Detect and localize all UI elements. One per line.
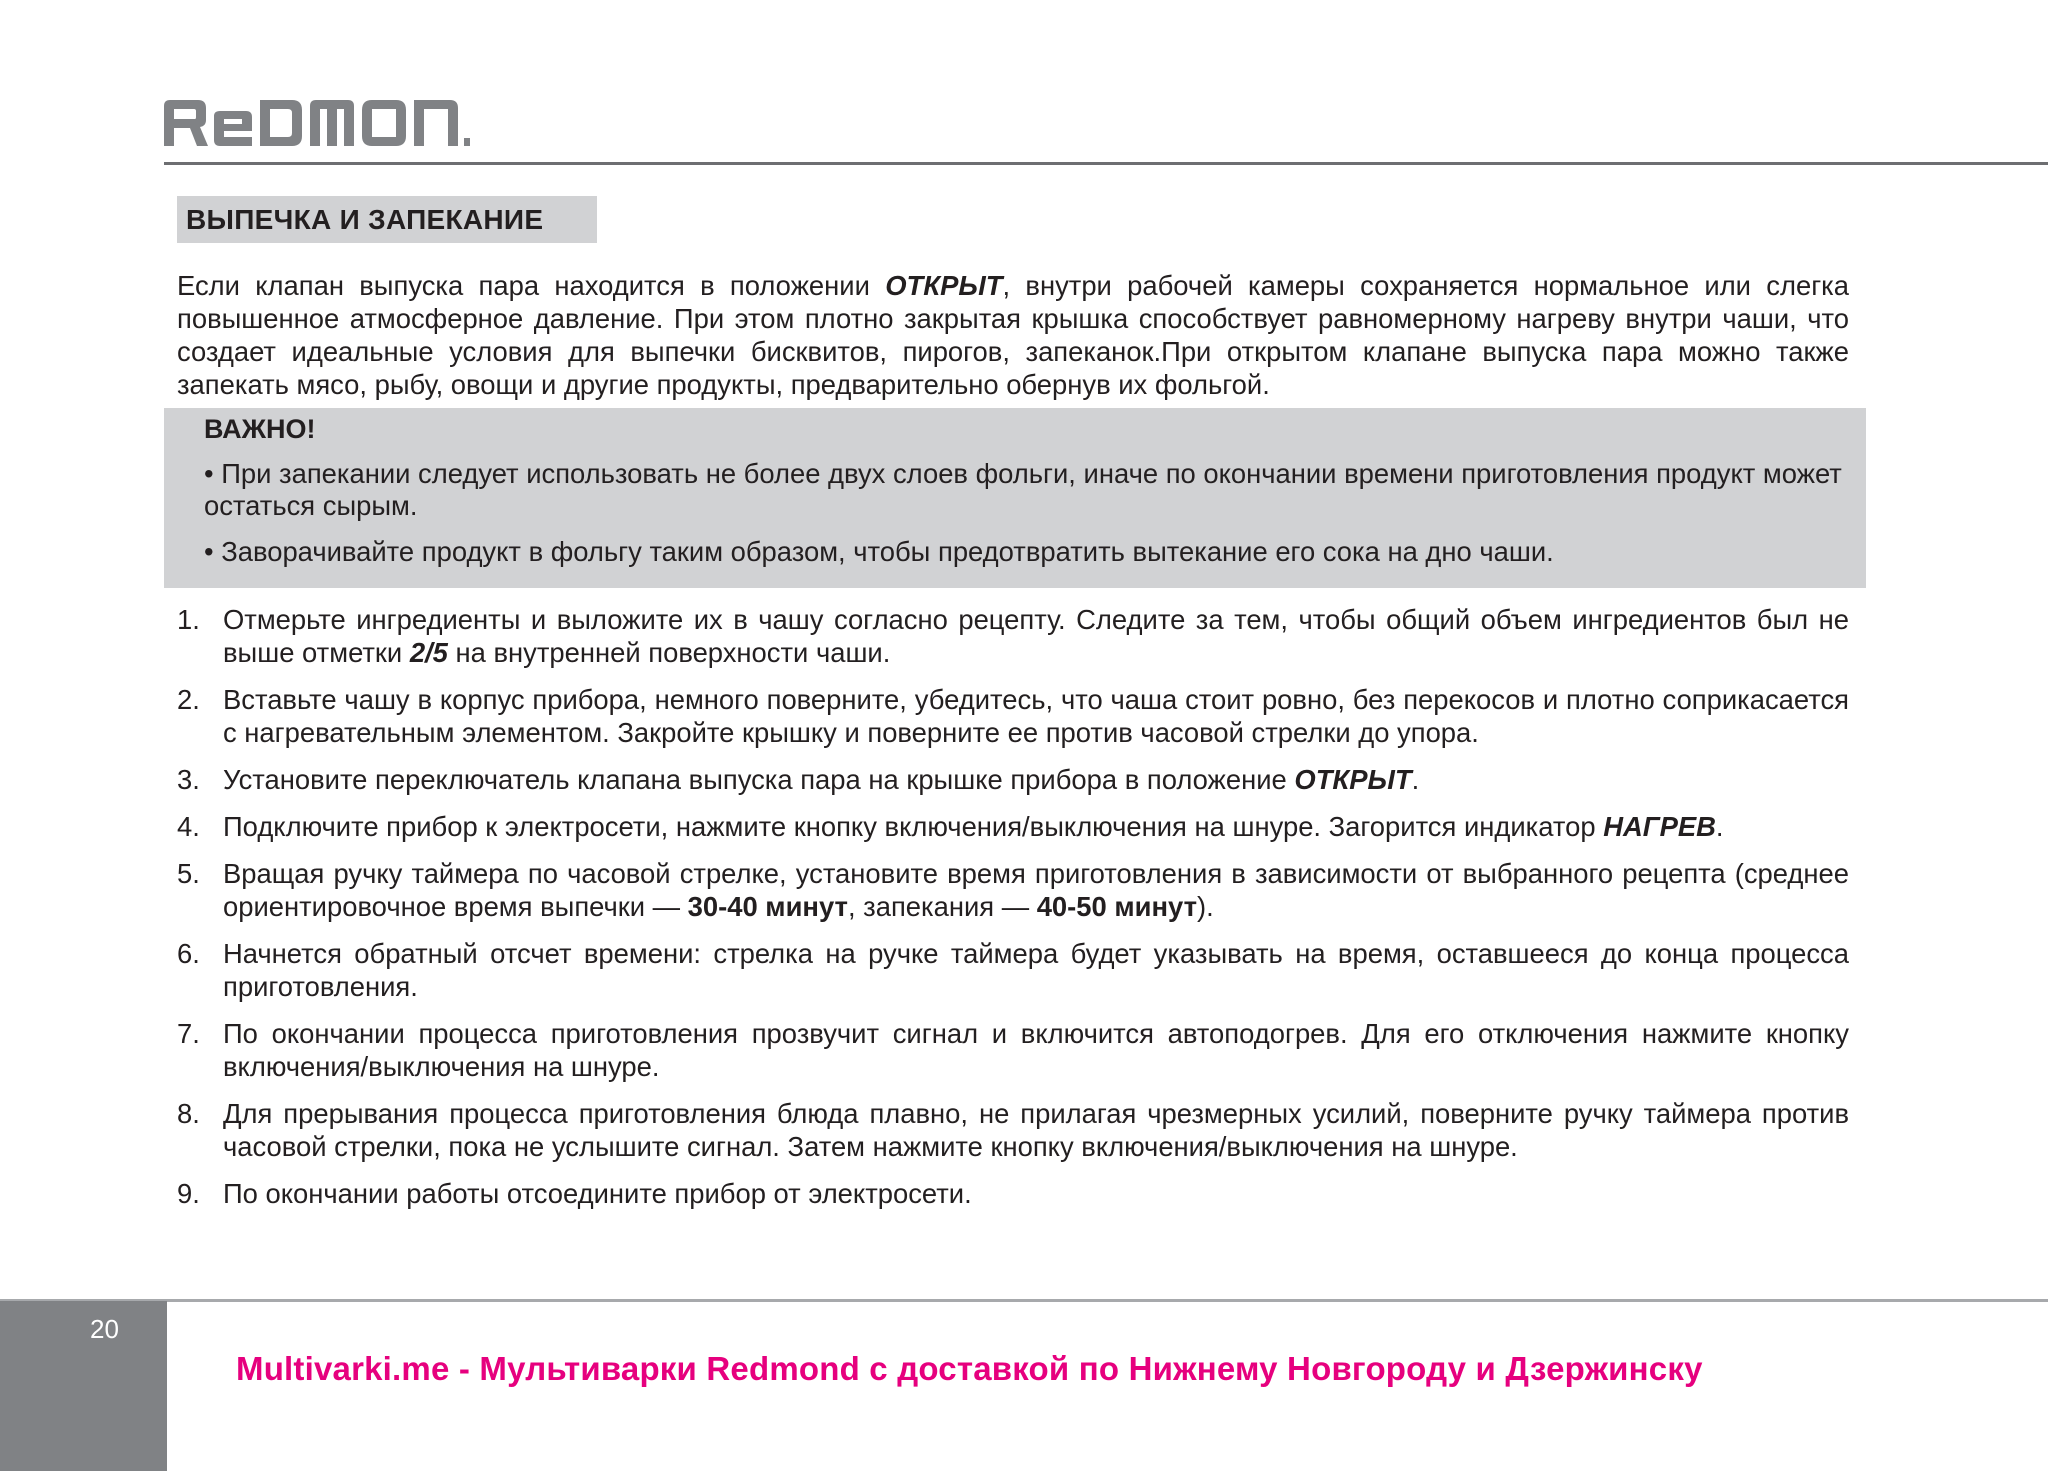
step-text: Установите переключатель клапана выпуска пара на крышке прибора в положение [223,764,1295,795]
redmond-logo-graphic [164,98,474,148]
step-number: 4. [177,811,200,842]
step-emphasis: ОТКРЫТ [1294,764,1412,795]
page-number-tab [0,1301,167,1471]
intro-text-start: Если клапан выпуска пара находится в положении [177,270,886,301]
step-text-end: . [1411,764,1420,795]
step-item [177,1017,1849,1083]
header-divider [164,162,2048,165]
step-emphasis: 2/5 [409,637,448,668]
intro-paragraph [177,269,1849,401]
intro-emphasis: ОТКРЫТ [885,270,1003,301]
step-text: Отмерьте ингредиенты и выложите их в чашу согласно рецепту. Следите за тем, чтобы общий объем ингредиентов был не выше отметки [223,604,1849,668]
step-text: Для прерывания процесса приготовления блюда плавно, не прилагая чрезмерных усилий, поверните ручку таймера против часовой стрелки, пока не услышите сигнал. Затем нажмите кнопку включения/выключения на шнуре. [223,1098,1849,1162]
step-item [177,683,1849,749]
important-item: • При запекании следует использовать не более двух слоев фольги, иначе по окончании времени приготовления продукт может остаться сырым. [204,458,1842,521]
page-number: 20 [90,1314,119,1344]
step-text-mid: , запекания — [847,891,1037,922]
step-item [177,810,1849,843]
step-text-end: ). [1197,891,1214,922]
step-number: 8. [177,1098,200,1129]
step-bold-time: 30-40 минут [687,891,848,922]
step-number: 9. [177,1178,200,1209]
section-title: ВЫПЕЧКА И ЗАПЕКАНИЕ [186,204,544,235]
important-list [204,458,1844,582]
step-item [177,603,1849,669]
instruction-steps [177,603,1849,1224]
step-item [177,857,1849,923]
step-text: Начнется обратный отсчет времени: стрелка на ручке таймера будет указывать на время, оставшееся до конца процесса приготовления. [223,938,1849,1002]
important-box [164,408,1866,588]
step-item [177,937,1849,1003]
step-number: 6. [177,938,200,969]
step-text: Вращая ручку таймера по часовой стрелке, установите время приготовления в зависимости от выбранного рецепта (среднее ориентировочное время выпечки — [223,858,1849,922]
footer-ad-link[interactable]: Multivarki.me - Мультиварки Redmond с доставкой по Нижнему Новгороду и Дзержинску [236,1350,1703,1387]
step-emphasis: НАГРЕВ [1603,811,1716,842]
redmond-logo [164,98,474,148]
step-number: 3. [177,764,200,795]
step-text-end: на внутренней поверхности чаши. [447,637,891,668]
step-text: По окончании работы отсоедините прибор от электросети. [223,1178,972,1209]
step-number: 2. [177,684,200,715]
intro-text-end: , внутри рабочей камеры сохраняется нормальное или слегка повышенное атмосферное давление. При этом плотно закрытая крышка способствует равномерному нагреву внутри чаши, что создает идеальные условия для выпечки бисквитов, пирогов, запеканок.При открытом клапане выпуска пара можно также запекать мясо, рыбу, овощи и другие продукты, предварительно обернув их фольгой. [177,270,1849,400]
footer-divider [0,1299,2048,1302]
step-number: 1. [177,604,200,635]
step-item [177,1177,1849,1210]
step-number: 7. [177,1018,200,1049]
step-text: Подключите прибор к электросети, нажмите кнопку включения/выключения на шнуре. Загорится индикатор [223,811,1604,842]
step-bold-time: 40-50 минут [1036,891,1197,922]
important-item: • Заворачивайте продукт в фольгу таким образом, чтобы предотвратить вытекание его сока на дно чаши. [204,536,1554,567]
step-number: 5. [177,858,200,889]
step-text-end: . [1715,811,1724,842]
step-item [177,1097,1849,1163]
step-text: По окончании процесса приготовления прозвучит сигнал и включится автоподогрев. Для его отключения нажмите кнопку включения/выключения на шнуре. [223,1018,1849,1082]
step-item [177,763,1849,796]
section-header [177,196,597,243]
step-text: Вставьте чашу в корпус прибора, немного поверните, убедитесь, что чаша стоит ровно, без перекосов и плотно соприкасается с нагревательным элементом. Закройте крышку и поверните ее против часовой стрелки до упора. [223,684,1849,748]
important-title: ВАЖНО! [204,414,316,444]
